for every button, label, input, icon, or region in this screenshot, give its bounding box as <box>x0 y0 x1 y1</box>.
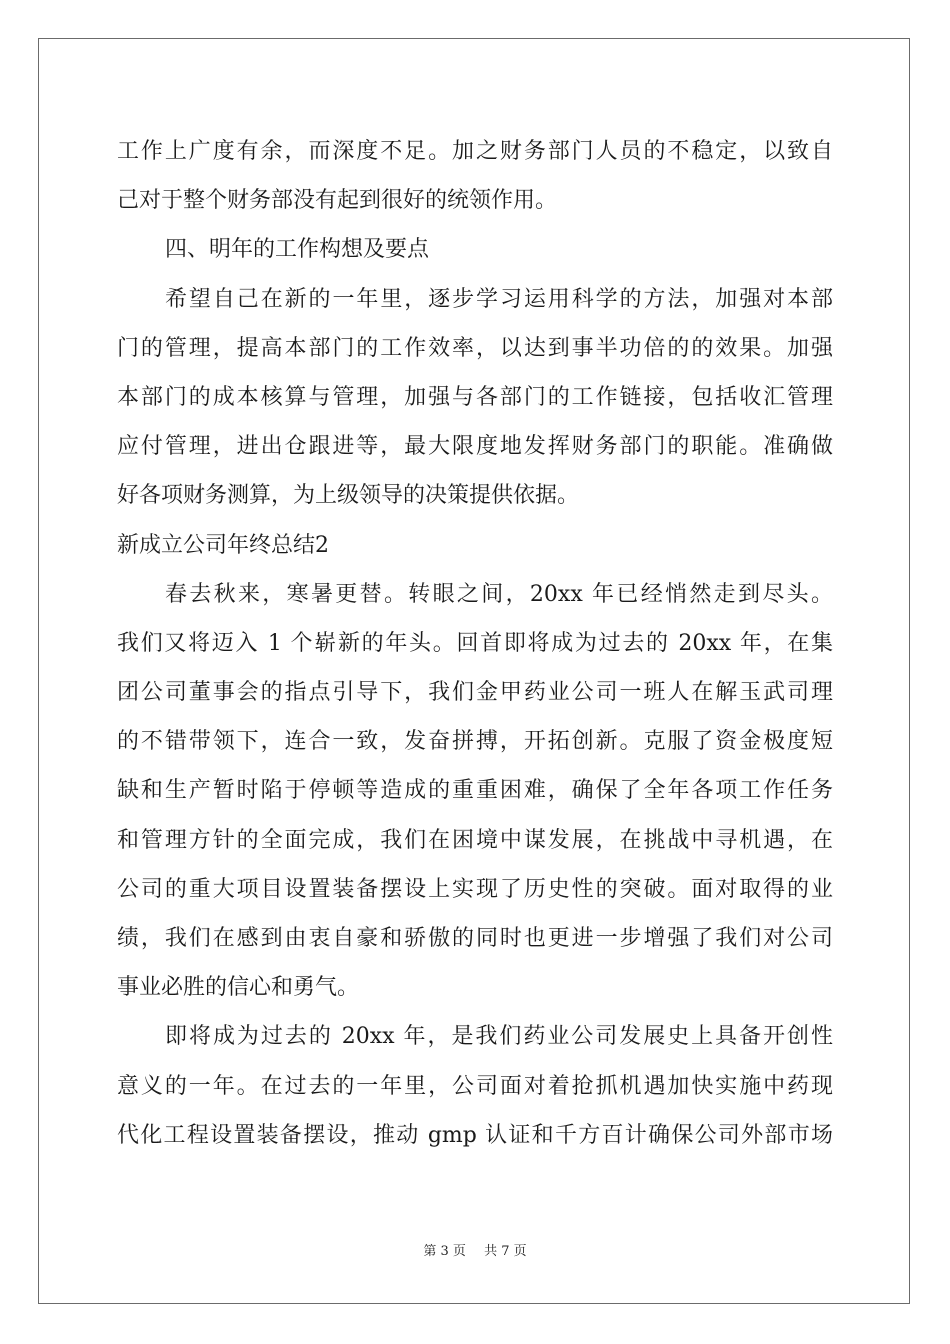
page-footer <box>0 1240 950 1259</box>
text-line: 工作上广度有余，而深度不足。加之财务部门人员的不稳定，以致自 <box>117 139 833 164</box>
text-line: 春去秋来，寒暑更替。转眼之间，20xx 年已经悄然走到尽头。 <box>165 581 833 607</box>
text-line: 事业必胜的信心和勇气。 <box>117 975 360 1001</box>
text-line: 我们又将迈入 1 个崭新的年头。回首即将成为过去的 20xx 年，在集 <box>117 630 833 656</box>
page-total: 共 7 页 <box>484 1244 527 1259</box>
text-line: 意义的一年。在过去的一年里，公司面对着抢抓机遇加快实施中药现 <box>117 1073 833 1099</box>
section-heading: 四、明年的工作构想及要点 <box>165 237 430 263</box>
text-line: 和管理方针的全面完成，我们在困境中谋发展，在挑战中寻机遇，在 <box>117 827 833 853</box>
text-line: 公司的重大项目设置装备摆设上实现了历史性的突破。面对取得的业 <box>117 876 833 902</box>
text-line: 应付管理，进出仓跟进等，最大限度地发挥财务部门的职能。准确做 <box>117 434 833 460</box>
text-line: 缺和生产暂时陷于停顿等造成的重重困难，确保了全年各项工作任务 <box>117 778 833 804</box>
page-number: 第 3 页 <box>423 1244 466 1259</box>
text-line: 本部门的成本核算与管理，加强与各部门的工作链接，包括收汇管理 <box>117 384 833 410</box>
text-line: 即将成为过去的 20xx 年，是我们药业公司发展史上具备开创性 <box>165 1024 833 1050</box>
text-line: 己对于整个财务部没有起到很好的统领作用。 <box>117 188 558 214</box>
text-line: 好各项财务测算，为上级领导的决策提供依据。 <box>117 483 580 509</box>
text-line: 绩，我们在感到由衷自豪和骄傲的同时也更进一步增强了我们对公司 <box>117 926 833 951</box>
article-title: 新成立公司年终总结2 <box>117 532 329 558</box>
text-line: 门的管理，提高本部门的工作效率，以达到事半功倍的的效果。加强 <box>117 335 833 361</box>
text-line: 希望自己在新的一年里，逐步学习运用科学的方法，加强对本部 <box>165 286 833 312</box>
text-line: 代化工程设置装备摆设，推动 gmp 认证和千方百计确保公司外部市场 <box>117 1122 833 1148</box>
document-body <box>117 127 833 1160</box>
text-line: 的不错带领下，连合一致，发奋拼搏，开拓创新。克服了资金极度短 <box>117 729 833 755</box>
text-line: 团公司董事会的指点引导下，我们金甲药业公司一班人在解玉武司理 <box>117 680 833 706</box>
